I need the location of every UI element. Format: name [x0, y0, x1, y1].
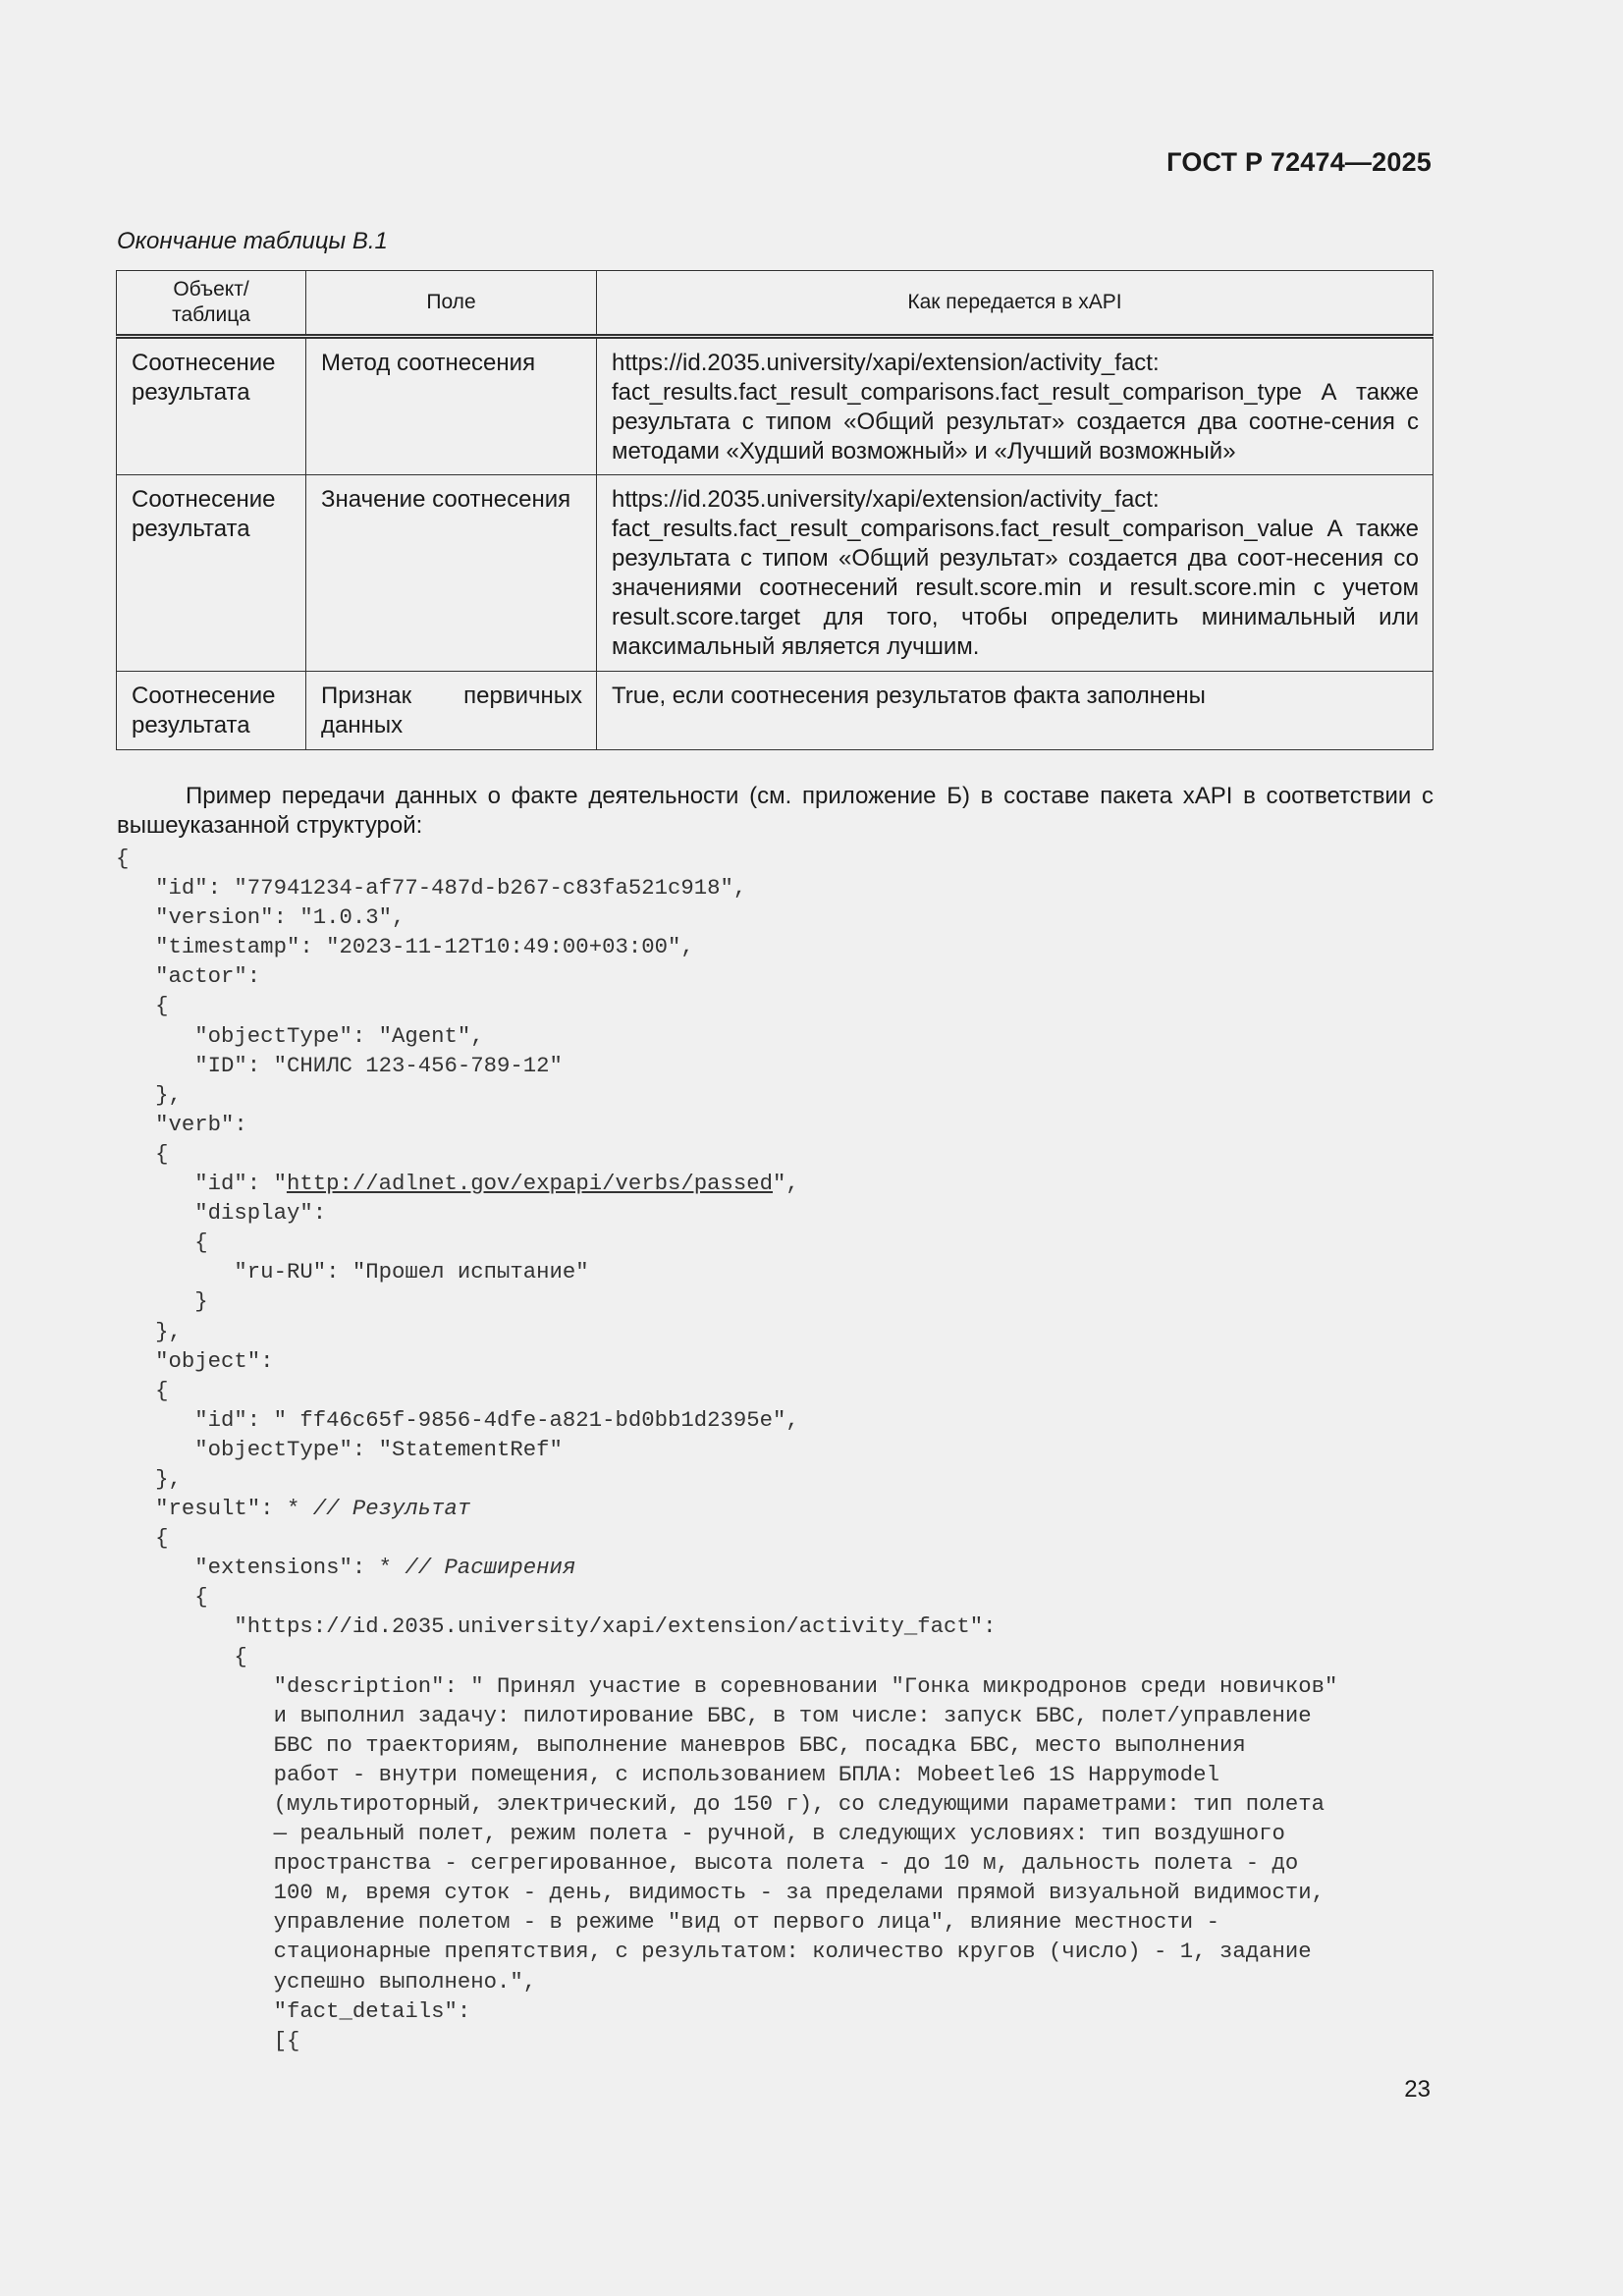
cell-xapi: https://id.2035.university/xapi/extension/activity_fact: fact_results.fact_result_comparisons.fact_result_comparison_type А также результата с типом «Общий результат» создается два соотне-сения с методами «Худший возможный» и «Лучший возможный»: [597, 337, 1434, 475]
table-caption: Окончание таблицы В.1: [117, 228, 388, 254]
code-comment: // Расширения: [405, 1555, 576, 1581]
xapi-code-listing: { "id": "77941234-af77-487d-b267-c83fa521c918", "version": "1.0.3", "timestamp": "2023-11-12T10:49:00+03:00", "actor": { "objectType": "Agent", "ID": "СНИЛС 123-456-789-12" }, "verb": { "id": "http://adlnet.gov/expapi/verbs/passed", "display": { "ru-RU": "Прошел испытание" } }, "object": { "id": " ff46c65f-9856-4dfe-a821-bd0bb1d2395e", "objectType": "StatementRef" }, "result": * // Результат { "extensions": * // Расширения { "https://id.2035.university/xapi/extension/activity_fact": { "description": " Принял участие в соревновании "Гонка микродронов среди новичков" и выполнил задачу: пилотирование БВС, в том числе: запуск БВС, полет/управление БВС по траекториям, выполнение маневров БВС, посадка БВС, место выполнения работ - внутри помещения, с использованием БПЛА: Mobeetle6 1S Happymodel (мультироторный, электрический, до 150 г), со следующими параметрами: тип полета — реальный полет, режим полета - ручной, в следующих условиях: тип воздушного пространства - сегрегированное, высота полета - до 10 м, дальность полета - до 100 м, время суток - день, видимость - за пределами прямой визуальной видимости, управление полетом - в режиме "вид от первого лица", влияние местности - стационарные препятствия, с результатом: количество кругов (число) - 1, задание успешно выполнено.", "fact_details": [{: [116, 846, 1338, 2053]
code-comment: // Результат: [312, 1496, 471, 1522]
column-header-object: Объект/ таблица: [117, 271, 306, 337]
table-row: [117, 672, 1434, 750]
mapping-table: [116, 270, 1434, 750]
table-row: [117, 475, 1434, 672]
cell-object: Соотнесение результата: [117, 672, 306, 750]
table-row: [117, 337, 1434, 475]
example-intro-text: Пример передачи данных о факте деятельности (см. приложение Б) в составе пакета xAPI в соответствии с вышеуказанной структурой:: [117, 783, 1434, 839]
cell-field: Метод соотнесения: [306, 337, 597, 475]
cell-field: Признак первичных данных: [306, 672, 597, 750]
column-header-xapi: Как передается в xAPI: [597, 271, 1434, 337]
cell-xapi: https://id.2035.university/xapi/extension/activity_fact: fact_results.fact_result_comparisons.fact_result_comparison_value А также результата с типом «Общий результат» создается два соот-несения со значениями соотнесений result.score.min и result.score.min с учетом result.score.target для того, чтобы определить минимальный или максимальный является лучшим.: [597, 475, 1434, 672]
column-header-field: Поле: [306, 271, 597, 337]
document-code: ГОСТ Р 72474—2025: [1166, 147, 1432, 177]
cell-field: Значение соотнесения: [306, 475, 597, 672]
verb-url-link[interactable]: http://adlnet.gov/expapi/verbs/passed: [286, 1171, 774, 1197]
page-number: 23: [1404, 2076, 1431, 2103]
cell-object: Соотнесение результата: [117, 337, 306, 475]
cell-xapi: True, если соотнесения результатов факта заполнены: [597, 672, 1434, 750]
cell-object: Соотнесение результата: [117, 475, 306, 672]
table-header-row: [117, 271, 1434, 337]
